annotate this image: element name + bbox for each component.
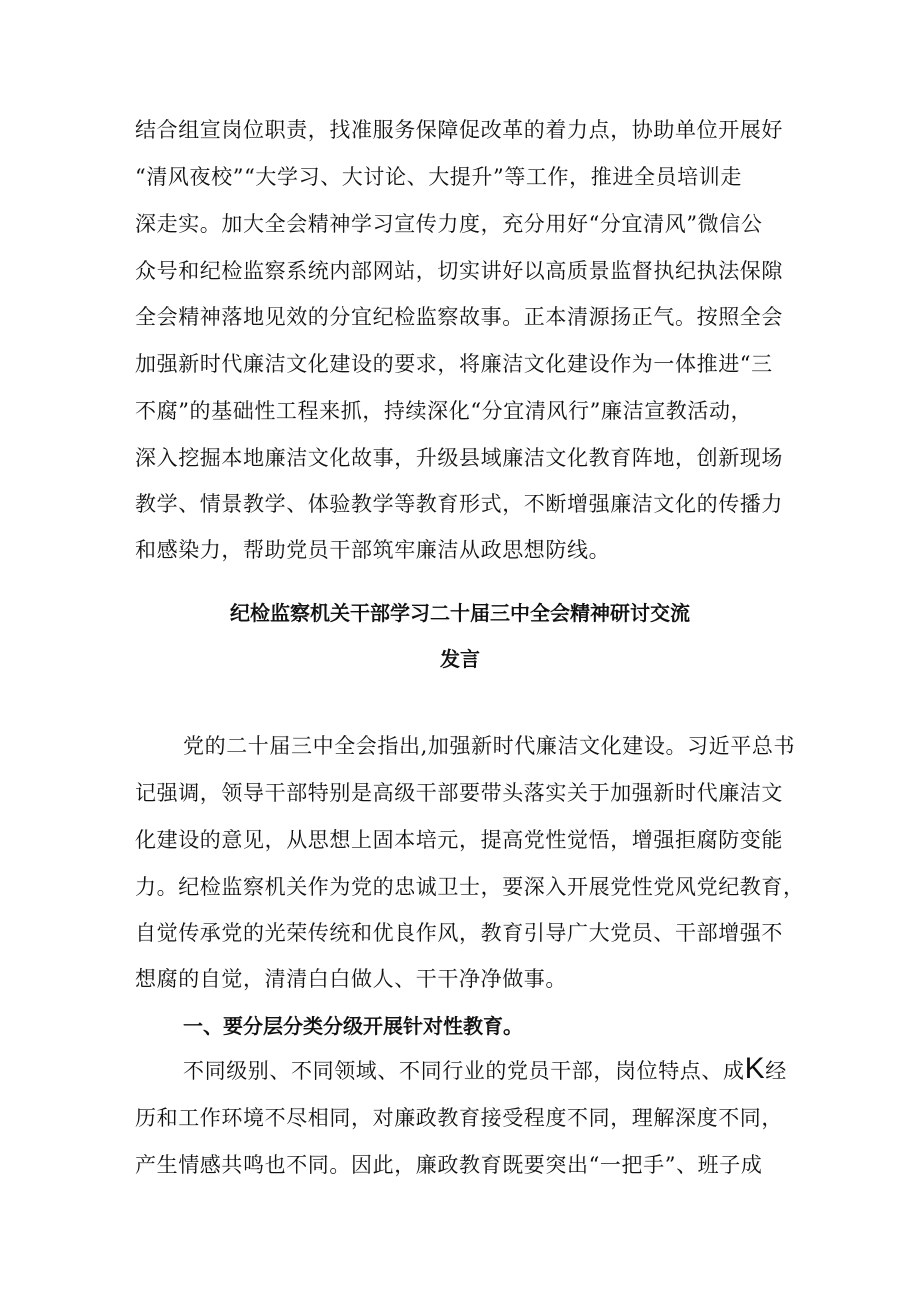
paragraph-line: 深走实。加大全会精神学习宣传力度，充分用好“分宜清风”微信公 <box>135 212 763 236</box>
paragraph-line: 化建设的意见，从思想上固本培元，提高党性觉悟，增强拒腐防变能 <box>135 828 783 852</box>
document-title: 纪检监察机关干部学习二十届三中全会精神研讨交流 <box>230 601 690 625</box>
paragraph-line: “清风夜校”“大学习、大讨论、大提升”等工作，推进全员培训走 <box>135 165 742 189</box>
paragraph-line: 深入挖掘本地廉洁文化故事，升级县域廉洁文化教育阵地，创新现场 <box>135 446 783 470</box>
paragraph-line: 想腐的自觉，清清白白做人、干干净净做事。 <box>135 967 567 991</box>
paragraph-line: 教学、情景教学、体验教学等教育形式，不断增强廉洁文化的传播力 <box>135 492 783 516</box>
paragraph-line: 自觉传承党的光荣传统和优良作风，教育引导广大党员、干部增强不 <box>135 921 783 945</box>
paragraph-line: 全会精神落地见效的分宜纪检监察故事。正本清源扬正气。按照全会 <box>135 305 783 329</box>
paragraph-line <box>183 1052 787 1086</box>
paragraph-line: 众号和纪检监察系统内部网站，切实讲好以高质景监督执纪执法保隙 <box>135 259 783 283</box>
document-title-continued: 发言 <box>440 647 480 671</box>
paragraph-line: 党的二十届三中全会指出,加强新时代廉洁文化建设。习近平总书 <box>183 734 796 758</box>
line-text-before: 不同级别、不同领域、不同行业的党员干部，岗位特点、成 <box>183 1059 745 1083</box>
line-text-after: 经 <box>765 1059 787 1083</box>
paragraph-line: 不腐”的基础性工程来抓，持续深化“分宜清风行”廉洁宣教活动， <box>135 399 753 423</box>
paragraph-line: 结合组宣岗位职责，找准服务保障促改革的着力点，协助单位开展好 <box>135 118 783 142</box>
paragraph-line: 产生情感共鸣也不同。因此，廉政教育既要突出“一把手”、班子成 <box>135 1153 763 1177</box>
paragraph-line: 加强新时代廉洁文化建设的要求，将廉洁文化建设作为一体推进“三 <box>135 352 773 376</box>
section-heading: 一、要分层分类分级开展针对性教育。 <box>183 1014 523 1038</box>
paragraph-line: 和感染力，帮助党员干部筑牢廉洁从政思想防线。 <box>135 538 611 562</box>
stray-character: K <box>744 1052 766 1085</box>
paragraph-line: 记强调，领导干部特别是高级干部要带头落实关于加强新时代廉洁文 <box>135 781 783 805</box>
paragraph-line: 历和工作环境不尽相同，对廉政教育接受程度不同，理解深度不同， <box>135 1106 783 1130</box>
paragraph-line: 力。纪检监察机关作为党的忠诚卫士，要深入开展党性党风党纪教育， <box>135 875 805 899</box>
